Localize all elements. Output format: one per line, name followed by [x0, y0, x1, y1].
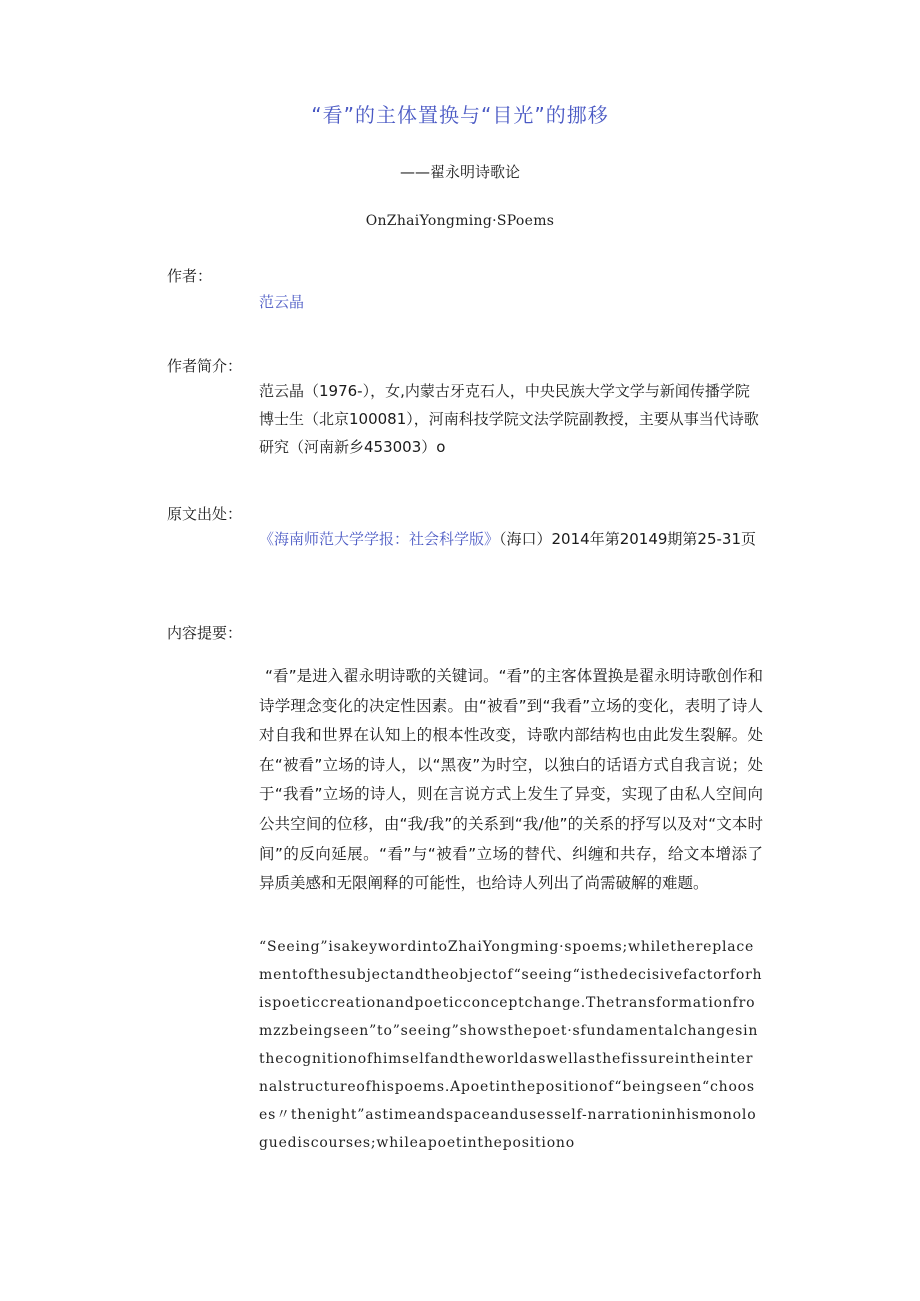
abstract-english: “Seeing”isakeywordintoZhaiYongming·spoems;whilethereplacementofthesubjectandtheobjectof“seeing“isthedecisivefactorforhispoeticcreationandpoeticconceptchange.Thetransformationfromzzbeingseen”to”seeing”showsthepoet·sfundamentalchangesinthecognitionofhimselfandtheworldaswellasthefissureintheinternalstructureofhispoems.Apoetinthepositionof“beingseen“chooses〃thenight”astimeandspaceandusesself-narrationinhismonologuediscourses;whileapoetinthepositiono — [259, 939, 763, 1151]
article-subtitle: ——翟永明诗歌论 — [399, 163, 520, 181]
english-title: OnZhaiYongming·SPoems — [365, 213, 555, 229]
author-name-row — [259, 288, 763, 316]
source-text — [259, 525, 763, 553]
bio-text: 范云晶（1976-），女,内蒙古牙克石人，中央民族大学文学与新闻传播学院博士生（北京100081），河南科技学院文法学院副教授，主要从事当代诗歌研究（河南新乡453003）o — [259, 382, 759, 456]
source-details: （海口）2014年第20149期第25-31页 — [499, 530, 756, 548]
bio-label: 作者简介： — [167, 357, 243, 375]
author-label: 作者： — [167, 267, 213, 285]
article-title: “看”的主体置换与“目光”的挪移 — [311, 103, 609, 127]
author-name-link[interactable]: 范云晶 — [259, 293, 305, 311]
journal-link[interactable]: 《海南师范大学学报：社会科学版》 — [259, 530, 500, 548]
abstract-chinese: “看”是进入翟永明诗歌的关键词。“看”的主客体置换是翟永明诗歌创作和诗学理念变化的决定性因素。由“被看”到“我看”立场的变化，表明了诗人对自我和世界在认知上的根本性改变，诗歌内部结构也由此发生裂解。处在“被看”立场的诗人，以“黑夜”为时空，以独白的话语方式自我言说；处于“我看”立场的诗人，则在言说方式上发生了异变，实现了由私人空间向公共空间的位移，由“我/我”的关系到“我/他”的关系的抒写以及对“文本时间”的反向延展。“看”与“被看”立场的替代、纠缠和共存，给文本增添了异质美感和无限阐释的可能性，也给诗人列出了尚需破解的难题。 — [259, 667, 763, 893]
source-label: 原文出处： — [167, 505, 243, 523]
summary-label: 内容提要： — [167, 624, 243, 642]
